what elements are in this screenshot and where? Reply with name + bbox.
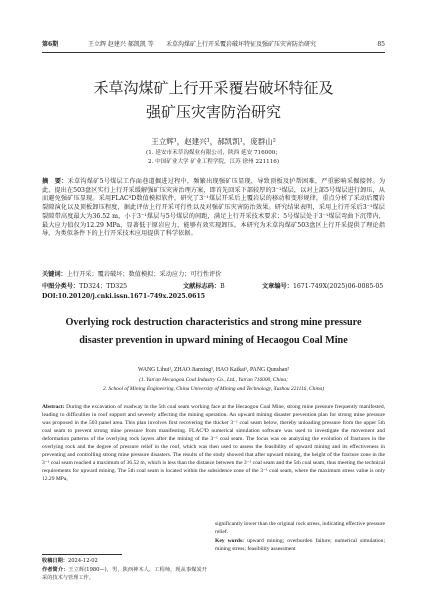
doc-code-value: B bbox=[220, 283, 225, 290]
doi: DOI:10.20120/j.cnki.issn.1671-749x.2025.0615 bbox=[42, 293, 206, 300]
header-issue: 第6期 bbox=[42, 41, 59, 48]
keywords-en-text: upward mining; overburden failure; numerical simulation; mining stress; feasibility assessment bbox=[215, 538, 385, 552]
authors-en: WANG Lihui¹, ZHAO Jianxing¹, HAO Kaikai¹, PANG Qunshan² bbox=[137, 367, 289, 373]
clc-label: 中图分类号： bbox=[42, 283, 80, 290]
bio-label: 作者简介： bbox=[42, 567, 69, 573]
abstract-en-label: Abstract: bbox=[42, 404, 65, 410]
keywords-cn bbox=[42, 271, 385, 279]
article-number bbox=[262, 283, 385, 291]
header-running-title: 禾草沟煤矿上行开采覆岩破坏特征及强矿压灾害防治研究 bbox=[166, 41, 317, 48]
keywords-en-label: Key words: bbox=[215, 538, 244, 544]
authors-cn: 王立辉¹，赵建兴¹，郝凯凯¹，庞群山² bbox=[151, 137, 276, 146]
affiliation-en-2: 2. School of Mining Engineering, China University of Mining and Technology, Xuzhou 221116, China) bbox=[102, 386, 325, 392]
affiliation-cn-2: 2. 中国矿业大学 矿业工程学院，江苏 徐州 221116) bbox=[147, 159, 280, 165]
abstract-en-text: During the excavation of roadway in the 5th coal seam working face at the Hecaogou Coal Mine, strong mine pressure frequently manifested, leading to difficulties in roof support and severely affecting the mining operation. An upward mining disaster prevention plan for strong mine pressure was proposed in the 503 panel area. This plan involves first recovering the thicker 3⁻¹ coal seam below, thereby unloading pressure from the upper 5th coal seam to prevent strong mine pressure from manifesting. FLAC³D numerical simulation software was used to investigate the movement and deformation patterns of the overlying rock layers after the mining of the 3⁻¹ coal seam. The focus was on analyzing the evolution of fractures in the overlying rock and the degree of pressure relief in the roof, which was then used to assess the feasibility of upward mining and its effectiveness in preventing and controlling strong mine pressure disasters. The results of the study showed that after upward mining, the height of the fracture zone in the 3⁻¹ coal seam reached a maximum of 36.52 m, which is less than the distance between the 3⁻¹ coal seam and the 5th coal seam, thus meeting the technical requirements for upward mining. The 5th coal seam is located within the subsidence zone of the 3⁻¹ coal seam, where the maximum stress value is only 12.29 MPa, bbox=[42, 404, 385, 482]
title-en-line-2: disaster prevention in upward mining of Hecaogou Coal Mine bbox=[79, 335, 348, 346]
footnote-received bbox=[42, 557, 207, 565]
abstract-cn-text: 禾草沟煤矿5号煤层工作面巷道掘进过程中，频繁出现强矿压显现，导致顶板及护帮困难，严重影响采掘接替。为此，提出在503盘区实行上行开采缓解强矿压灾害治理方案，即首先回采下部较厚的3⁻¹煤层，以对上部5号煤层进行卸压，从而避免强矿压显现。采用FLAC³D数值模拟软件，研究了3⁻¹煤层开采后上覆岩层的移动和变形规律，重点分析了采动后覆岩裂隙演化以及顶板卸压程度，据此评估上行开采可行性以及对强矿压灾害防治效果。研究结果表明，采用上行开采后3⁻¹煤层裂隙带高度最大为36.52 m，小于3⁻¹煤层与5号煤层的间距，满足上行开采技术要求；5号煤层处于3⁻¹煤层弯曲下沉带内，最大应力值仅为12.29 MPa，显著低于原岩应力，能够有效实现卸压。本研究为禾草沟煤矿503盘区上行开采提供了理论指导，为类似条件下的上行开采技术应用提供了科学依据。 bbox=[42, 178, 386, 238]
abstract-en-continuation: significantly lower than the original rock stress, indicating effective pressure relief. bbox=[215, 521, 385, 535]
affiliation-cn-1: (1. 延安市禾草沟煤业有限公司，陕西 延安 716000； bbox=[146, 150, 281, 156]
doc-code-label: 文献标志码： bbox=[183, 283, 221, 290]
keywords-cn-label: 关键词： bbox=[42, 271, 67, 278]
abstract-cn bbox=[42, 178, 385, 239]
abstract-cn-label: 摘 要： bbox=[42, 178, 68, 185]
received-value: 2024-12-02 bbox=[67, 558, 98, 564]
abstract-en bbox=[42, 403, 385, 483]
clc-value: TD324；TD325 bbox=[79, 283, 128, 290]
article-no-label: 文章编号： bbox=[262, 283, 293, 290]
header-page-number: 85 bbox=[377, 41, 385, 48]
doc-code bbox=[183, 283, 263, 291]
keywords-en bbox=[215, 537, 385, 553]
received-label: 收稿日期： bbox=[42, 558, 68, 564]
footnote-author-bio bbox=[42, 566, 207, 582]
title-en-line-1: Overlying rock destruction characteristics and strong mine pressure bbox=[65, 317, 362, 328]
bio-value: 王立辉(1980—)，男，陕西神木人，工程师，现从事煤炭开采的技术与管理工作。 bbox=[42, 567, 207, 581]
header-running-authors: 王立辉 赵建兴 郝凯凯 等 bbox=[88, 41, 154, 48]
title-cn-line-1: 禾草沟煤矿上行开采覆岩破坏特征及 bbox=[93, 79, 334, 97]
keywords-cn-text: 上行开采；覆岩破坏；数值模拟；采动应力；可行性评价 bbox=[66, 271, 222, 278]
header-rule bbox=[42, 52, 385, 53]
article-no-value: 1671-749X(2025)06-0085-05 bbox=[292, 283, 384, 290]
affiliation-en-1: (1. Yan'an Hecaogou Coal Industry Co., Ltd., Yan'an 716000, China; bbox=[139, 377, 288, 383]
title-cn-line-2: 强矿压灾害防治研究 bbox=[145, 103, 281, 121]
footnote-rule bbox=[42, 554, 122, 555]
